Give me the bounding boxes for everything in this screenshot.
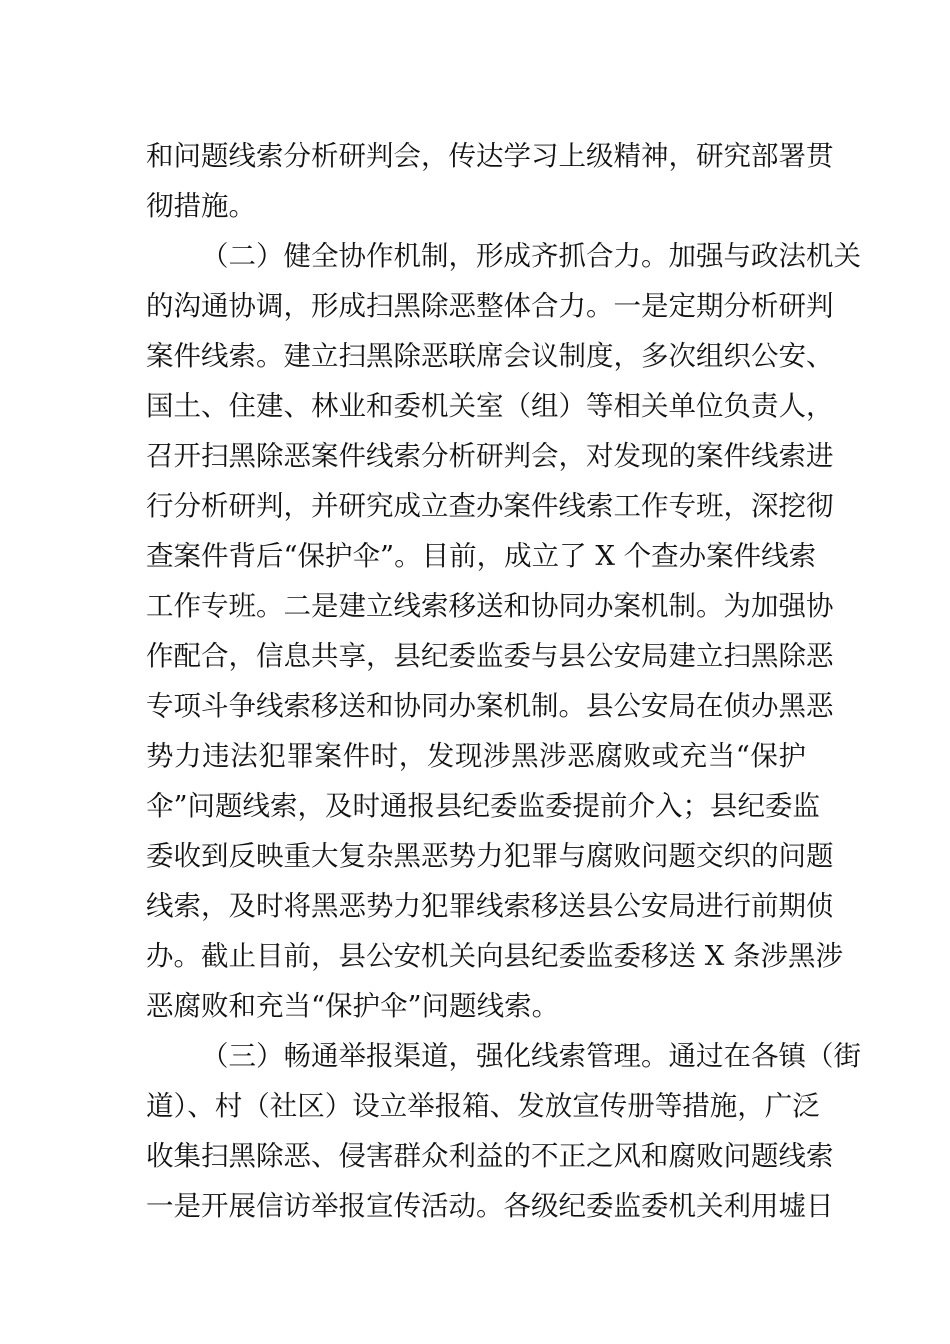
text-line: 道）、村（社区）设立举报箱、发放宣传册等措施，广泛: [146, 1090, 820, 1122]
text-line: 伞”问题线索，及时通报县纪委监委提前介入；县纪委监: [146, 790, 821, 822]
text-line: 作配合，信息共享，县纪委监委与县公安局建立扫黑除恶: [146, 640, 834, 672]
text-line: 委收到反映重大复杂黑恶势力犯罪与腐败问题交织的问题: [146, 840, 834, 872]
text-line: 线索，及时将黑恶势力犯罪线索移送县公安局进行前期侦: [146, 890, 834, 922]
text-line: 恶腐败和充当“保护伞”问题线索。: [146, 990, 560, 1022]
text-line: 势力违法犯罪案件时，发现涉黑涉恶腐败或充当“保护: [146, 740, 806, 772]
text-line: 专项斗争线索移送和协同办案机制。县公安局在侦办黑恶: [146, 690, 834, 722]
paragraph-first-line: （二）健全协作机制，形成齐抓合力。加强与政法机关: [201, 240, 861, 272]
text-line: 办。截止目前，县公安机关向县纪委监委移送 X 条涉黑涉: [146, 940, 844, 972]
text-line: 一是开展信访举报宣传活动。各级纪委监委机关利用墟日: [146, 1190, 834, 1222]
text-line: 和问题线索分析研判会，传达学习上级精神，研究部署贯: [146, 140, 834, 172]
text-line: 彻措施。: [146, 190, 256, 222]
text-line: 案件线索。建立扫黑除恶联席会议制度，多次组织公安、: [146, 340, 834, 372]
paragraph-first-line: （三）畅通举报渠道，强化线索管理。通过在各镇（街: [201, 1040, 861, 1072]
text-line: 的沟通协调，形成扫黑除恶整体合力。一是定期分析研判: [146, 290, 834, 322]
document-body: [146, 131, 861, 1231]
text-line: 查案件背后“保护伞”。目前，成立了 X 个查办案件线索: [146, 540, 817, 572]
text-line: 行分析研判，并研究成立查办案件线索工作专班，深挖彻: [146, 490, 834, 522]
text-line: 工作专班。二是建立线索移送和协同办案机制。为加强协: [146, 590, 834, 622]
text-line: 国土、住建、林业和委机关室（组）等相关单位负责人，: [146, 390, 834, 422]
text-line: 召开扫黑除恶案件线索分析研判会，对发现的案件线索进: [146, 440, 834, 472]
text-line: 收集扫黑除恶、侵害群众利益的不正之风和腐败问题线索: [146, 1140, 834, 1172]
